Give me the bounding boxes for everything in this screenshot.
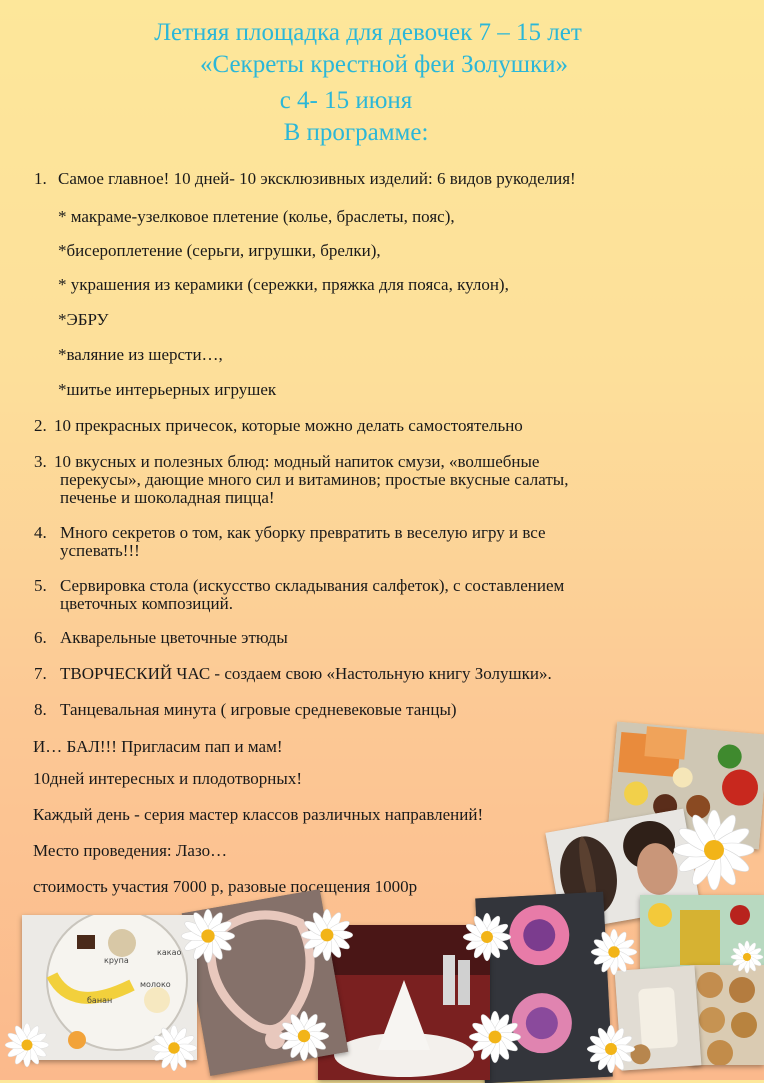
daisy-icon — [468, 1010, 522, 1064]
daisy-icon — [278, 1010, 330, 1062]
daisy-icon — [4, 1022, 50, 1068]
list-item-continuation: печенье и шоколадная пицца! — [60, 488, 275, 507]
plate-word-banan: банан — [87, 996, 113, 1005]
daisy-icon — [180, 908, 236, 964]
sub-item: *бисероплетение (серьги, игрушки, брелки), — [58, 241, 381, 260]
sub-item: *валяние из шерсти…, — [58, 345, 223, 364]
plate-word-moloko: молоко — [140, 980, 171, 989]
title-line-2: «Секреты крестной феи Золушки» — [199, 51, 569, 78]
cookies-photo — [690, 965, 764, 1065]
daisy-icon — [586, 1024, 636, 1074]
list-item-continuation: успевать!!! — [60, 541, 140, 560]
price-line: стоимость участия 7000 р, разовые посещения 1000р — [33, 877, 418, 896]
place-line: Место проведения: Лазо… — [33, 841, 228, 860]
daisy-icon — [462, 912, 512, 962]
daisy-icon — [590, 928, 638, 976]
sub-item: *шитье интерьерных игрушек — [58, 380, 277, 399]
plate-word-krupa: крупа — [104, 956, 129, 965]
list-item-continuation: перекусы», дающие много сил и витаминов; простые вкусные салаты, — [60, 470, 569, 489]
days-line: 10дней интересных и плодотворных! — [33, 769, 302, 788]
title-dates: с 4- 15 июня — [279, 87, 413, 114]
title-line-1: Летняя площадка для девочек 7 – 15 лет — [154, 19, 582, 46]
plate-word-kakao: какао — [157, 948, 182, 957]
daisy-icon — [150, 1024, 198, 1072]
sub-item: *ЭБРУ — [58, 310, 109, 329]
sub-item: * макраме-узелковое плетение (колье, браслеты, пояс), — [58, 207, 455, 226]
list-item-continuation: цветочных композиций. — [60, 594, 233, 613]
ball-line: И… БАЛ!!! Пригласим пап и мам! — [33, 737, 283, 756]
sub-item: * украшения из керамики (сережки, пряжка для пояса, кулон), — [58, 275, 509, 294]
daisy-icon — [300, 908, 354, 962]
title-program: В программе: — [283, 119, 429, 146]
daisy-icon — [730, 940, 764, 974]
daisy-icon — [672, 808, 756, 892]
daily-line: Каждый день - серия мастер классов различных направлений! — [33, 805, 484, 824]
